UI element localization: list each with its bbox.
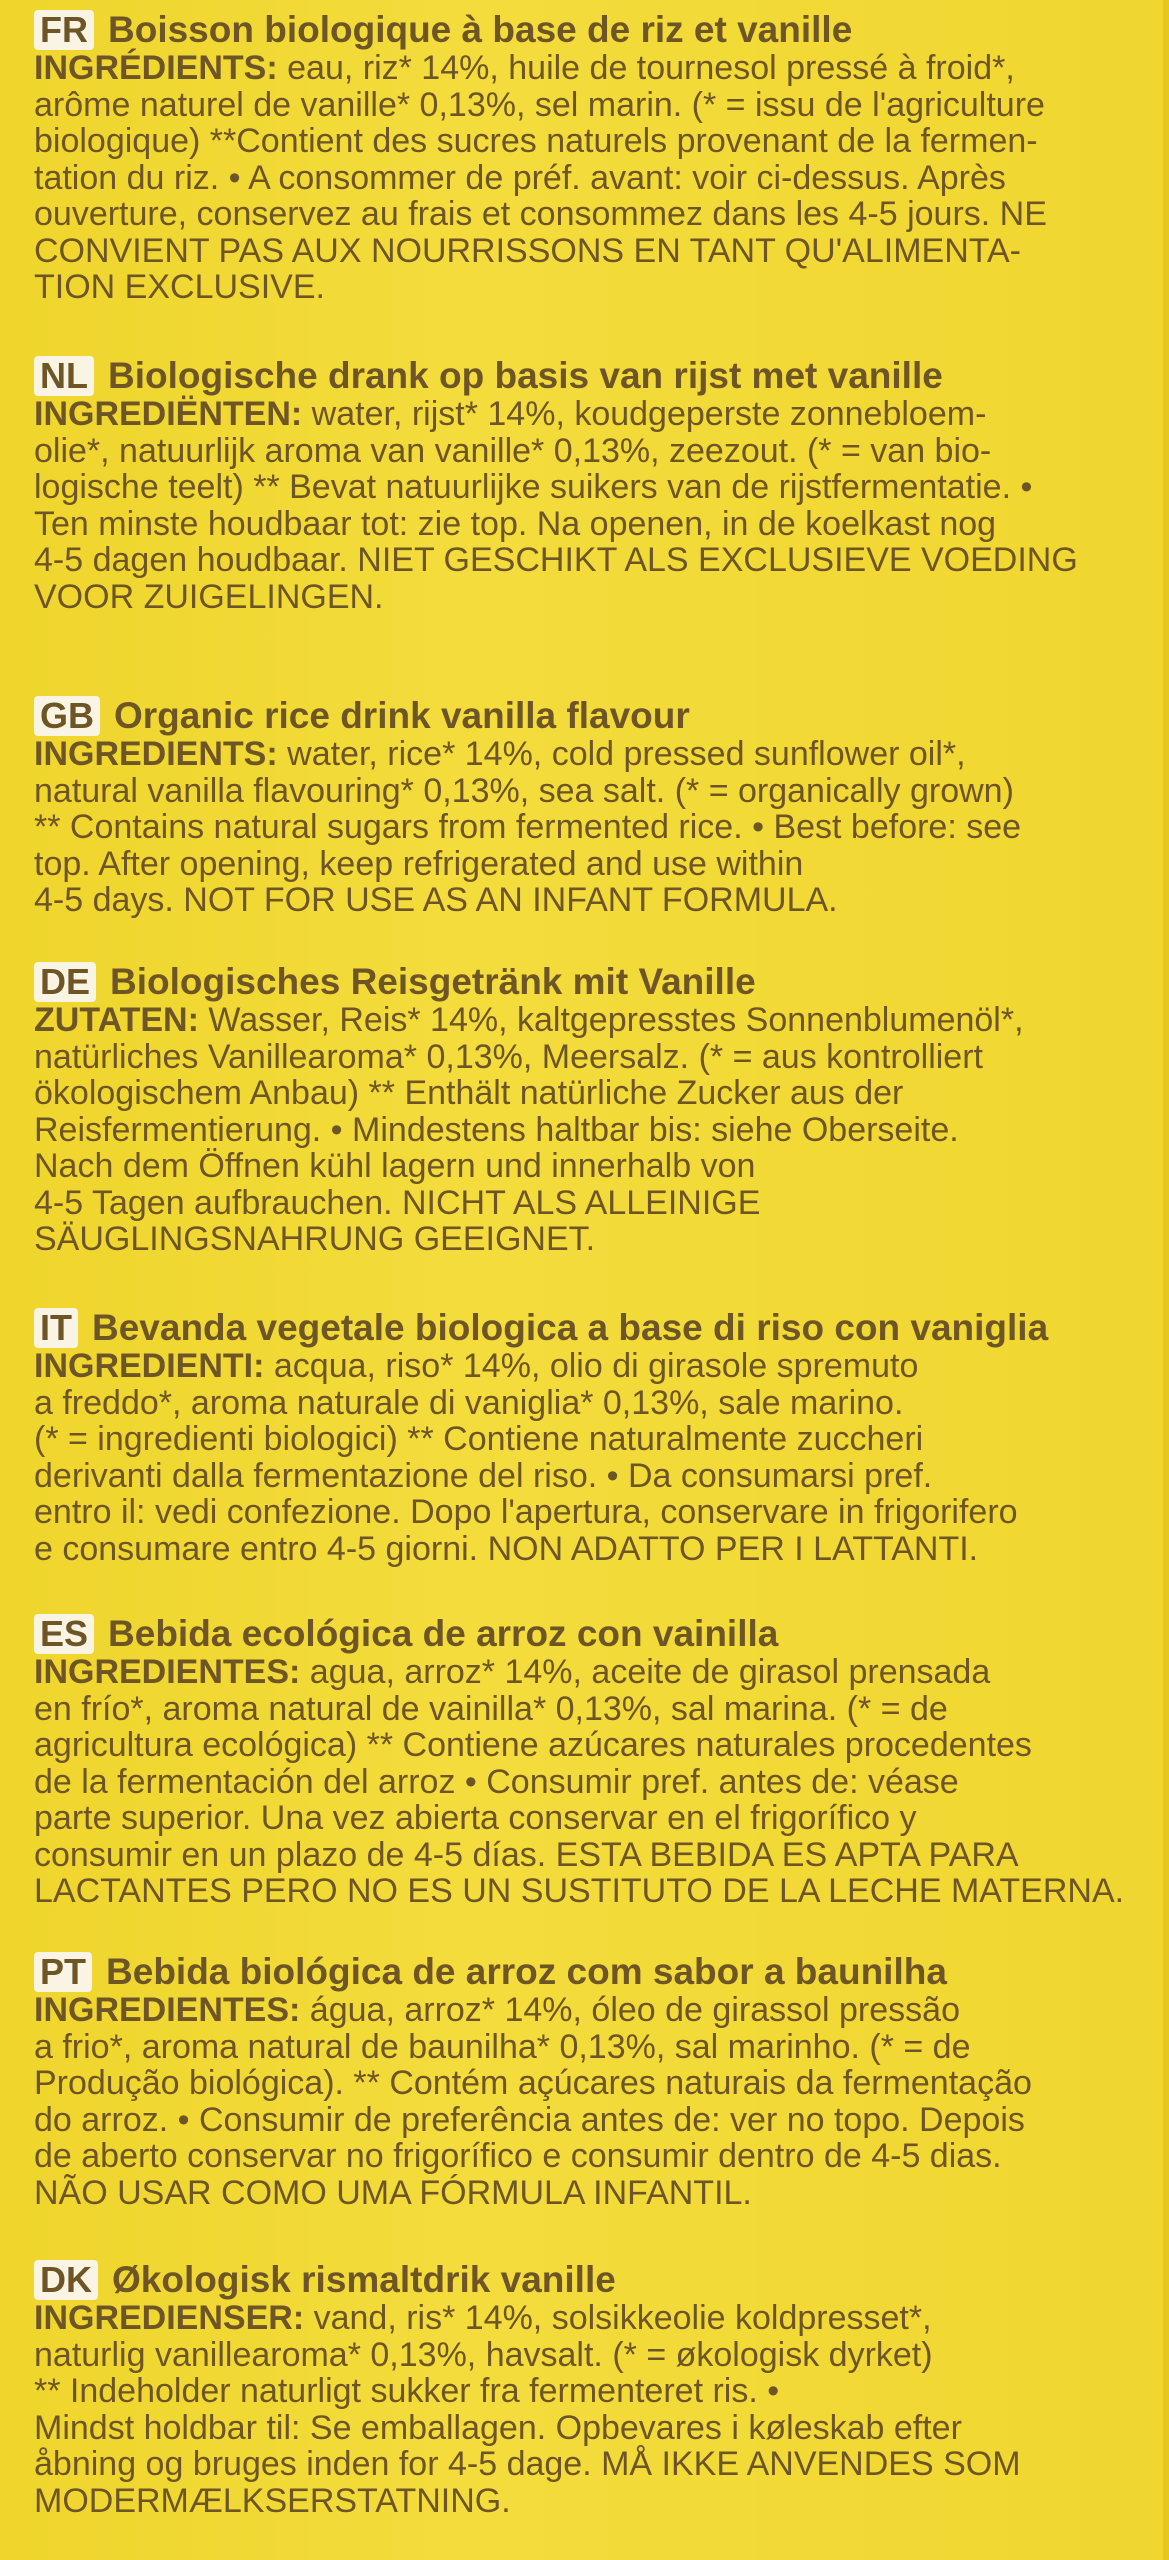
body-line: entro il: vedi confezione. Dopo l'apertura, conservare in frigorifero [34, 1493, 1018, 1531]
section-dk [34, 2258, 1154, 2519]
product-title: Biologisches Reisgetränk mit Vanille [110, 961, 756, 1002]
body-line: acqua, riso* 14%, olio di girasole spremuto [264, 1347, 919, 1385]
body-line: natürliches Vanillearoma* 0,13%, Meersalz. (* = aus kontrolliert [34, 1037, 983, 1076]
body-line: water, rice* 14%, cold pressed sunflower oil*, [277, 735, 966, 773]
body-line: arôme naturel de vanille* 0,13%, sel marin. (* = issu de l'agriculture [34, 85, 1045, 124]
body-line: top. After opening, keep refrigerated and use within [34, 844, 804, 883]
body-line: Wasser, Reis* 14%, kaltgepresstes Sonnenblumenöl*, [198, 1001, 1024, 1039]
section-de [34, 960, 1154, 1258]
body-line: LACTANTES PERO NO ES UN SUSTITUTO DE LA LECHE MATERNA. [34, 1872, 1125, 1910]
product-title: Boisson biologique à base de riz et vanille [108, 9, 853, 50]
body-line: ouverture, conservez au frais et consommez dans les 4-5 jours. NE [34, 195, 1047, 233]
body-line: agua, arroz* 14%, aceite de girasol prensada [300, 1653, 991, 1691]
body-line: biologique) **Contient des sucres naturels provenant de la fermen- [34, 122, 1038, 160]
section-body [34, 1654, 1154, 1910]
section-body [34, 1348, 1154, 1567]
body-line: Reisfermentierung. • Mindestens haltbar bis: siehe Oberseite. [34, 1110, 959, 1149]
body-line: Ten minste houdbaar tot: zie top. Na openen, in de koelkast nog [34, 504, 997, 543]
section-fr [34, 8, 1154, 306]
body-line: logische teelt) ** Bevat natuurlijke suikers van de rijstfermentatie. • [34, 468, 1033, 506]
product-title: Bevanda vegetale biologica a base di riso con vaniglia [92, 1307, 1049, 1348]
section-body [34, 396, 1154, 615]
language-code: ES [34, 1614, 94, 1654]
body-line: parte superior. Una vez abierta conservar en el frigorífico y [34, 1799, 917, 1837]
section-gb [34, 694, 1154, 919]
language-code: DE [34, 962, 96, 1002]
body-line: de aberto conservar no frigorífico e consumir dentro de 4-5 dias. [34, 2137, 1002, 2175]
body-line: eau, riz* 14%, huile de tournesol pressé à froid*, [277, 49, 1015, 87]
section-body [34, 2300, 1154, 2519]
body-line: olie*, natuurlijk aroma van vanille* 0,13%, zeezout. (* = van bio- [34, 431, 992, 470]
ingredients-label: INGREDIENTI: [34, 1347, 265, 1385]
body-line: ** Indeholder naturligt sukker fra fermenteret ris. • [34, 2372, 780, 2410]
body-line: (* = ingredienti biologici) ** Contiene naturalmente zuccheri [34, 1420, 924, 1458]
body-line: åbning og bruges inden for 4-5 dage. MÅ IKKE ANVENDES SOM [34, 2445, 1021, 2483]
ingredients-label: INGRÉDIENTS: [34, 49, 278, 87]
body-line: a frio*, aroma natural de baunilha* 0,13%, sal marinho. (* = de [34, 2027, 971, 2066]
body-line: 4-5 days. NOT FOR USE AS AN INFANT FORMULA. [34, 881, 838, 919]
body-line: consumir en un plazo de 4-5 días. ESTA BEBIDA ES APTA PARA [34, 1835, 1019, 1874]
section-es [34, 1612, 1154, 1910]
body-line: vand, ris* 14%, solsikkeolie koldpresset*, [304, 2299, 932, 2337]
body-line: derivanti dalla fermentazione del riso. • Da consumarsi pref. [34, 1456, 933, 1495]
ingredients-label: INGREDIËNTEN: [34, 395, 303, 433]
body-line: água, arroz* 14%, óleo de girassol pressão [300, 1991, 960, 2029]
product-title: Bebida ecológica de arroz con vainilla [108, 1613, 779, 1654]
body-line: do arroz. • Consumir de preferência antes de: ver no topo. Depois [34, 2100, 1025, 2139]
section-nl [34, 354, 1154, 615]
body-line: Mindst holdbar til: Se emballagen. Opbevares i køleskab efter [34, 2408, 962, 2447]
body-line: agricultura ecológica) ** Contiene azúcares naturales procedentes [34, 1726, 1032, 1764]
product-title: Økologisk rismaltdrik vanille [112, 2259, 616, 2300]
language-code: IT [34, 1308, 78, 1348]
language-code: PT [34, 1952, 92, 1992]
body-line: en frío*, aroma natural de vainilla* 0,13%, sal marina. (* = de [34, 1689, 948, 1728]
ingredients-label: INGREDIENTES: [34, 1991, 301, 2029]
body-line: ökologischem Anbau) ** Enthält natürliche Zucker aus der [34, 1074, 904, 1112]
language-code: FR [34, 10, 94, 50]
body-line: Produção biológica). ** Contém açúcares naturais da fermentação [34, 2064, 1032, 2102]
section-body [34, 1002, 1154, 1258]
body-line: 4-5 dagen houdbaar. NIET GESCHIKT ALS EXCLUSIEVE VOEDING [34, 541, 1078, 579]
ingredients-label: ZUTATEN: [34, 1001, 199, 1039]
language-code: GB [34, 696, 100, 736]
body-line: ** Contains natural sugars from fermented rice. • Best before: see [34, 808, 1022, 846]
ingredients-label: INGREDIENTS: [34, 735, 278, 773]
body-line: de la fermentación del arroz • Consumir pref. antes de: véase [34, 1762, 959, 1801]
language-code: DK [34, 2260, 98, 2300]
product-title: Biologische drank op basis van rijst met vanille [108, 355, 943, 396]
body-line: a freddo*, aroma naturale di vaniglia* 0,13%, sale marino. [34, 1383, 904, 1422]
product-title: Bebida biológica de arroz com sabor a baunilha [106, 1951, 947, 1992]
body-line: 4-5 Tagen aufbrauchen. NICHT ALS ALLEINIGE [34, 1183, 761, 1222]
body-line: tation du riz. • A consommer de préf. avant: voir ci-dessus. Après [34, 158, 1006, 197]
body-line: TION EXCLUSIVE. [34, 268, 325, 306]
section-body [34, 1992, 1154, 2211]
body-line: CONVIENT PAS AUX NOURRISSONS EN TANT QU'ALIMENTA- [34, 231, 1021, 270]
section-pt [34, 1950, 1154, 2211]
package-edge [1163, 0, 1169, 2560]
section-body [34, 50, 1154, 306]
body-line: naturlig vanillearoma* 0,13%, havsalt. (* = økologisk dyrket) [34, 2335, 933, 2374]
body-line: Nach dem Öffnen kühl lagern und innerhalb von [34, 1147, 756, 1185]
body-line: VOOR ZUIGELINGEN. [34, 577, 384, 616]
body-line: NÃO USAR COMO UMA FÓRMULA INFANTIL. [34, 2173, 752, 2212]
body-line: e consumare entro 4-5 giorni. NON ADATTO PER I LATTANTI. [34, 1529, 979, 1568]
body-line: water, rijst* 14%, koudgeperste zonnebloem- [302, 395, 987, 433]
volume-mark-partial [832, 2518, 892, 2560]
ingredients-label: INGREDIENSER: [34, 2299, 305, 2337]
body-line: SÄUGLINGSNAHRUNG GEEIGNET. [34, 1220, 596, 1258]
section-it [34, 1306, 1154, 1567]
body-line: MODERMÆLKSERSTATNING. [34, 2481, 511, 2520]
product-title: Organic rice drink vanilla flavour [114, 695, 690, 736]
language-code: NL [34, 356, 94, 396]
body-line: natural vanilla flavouring* 0,13%, sea salt. (* = organically grown) [34, 771, 1014, 810]
section-body [34, 736, 1154, 919]
ingredients-label: INGREDIENTES: [34, 1653, 301, 1691]
